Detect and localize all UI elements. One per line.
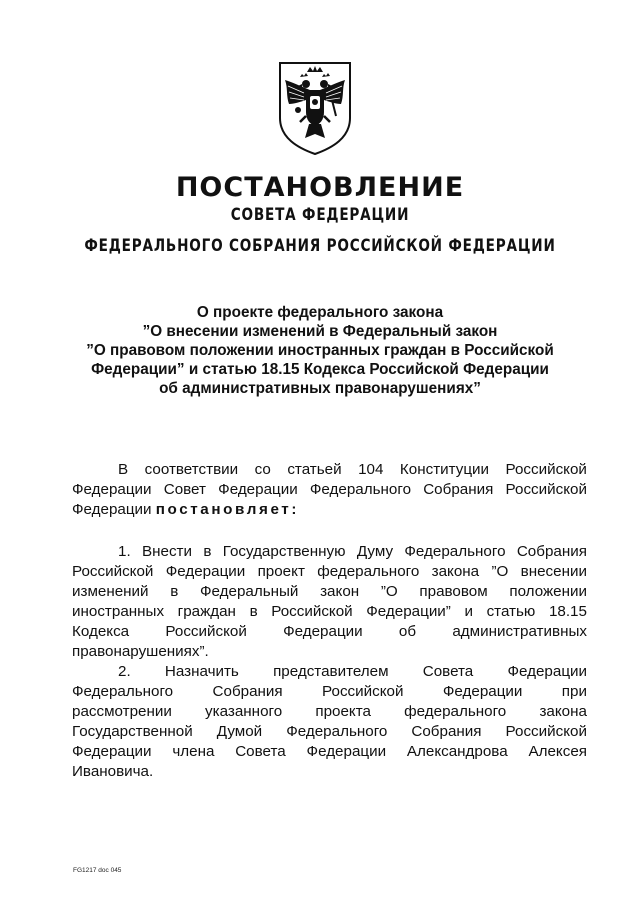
- item-1-paragraph: [72, 542, 587, 662]
- text-word: Собрания: [516, 543, 587, 560]
- document-title: ПОСТАНОВЛЕНИЕ: [175, 172, 465, 203]
- text-word: Федерации”: [366, 603, 451, 620]
- text-word: Совета: [235, 743, 286, 760]
- text-word: Российской: [165, 623, 247, 640]
- text-word: 1.: [118, 543, 131, 560]
- text-word: Государственной: [72, 723, 193, 740]
- text-word: Российской: [505, 461, 587, 478]
- text-word: Думой: [216, 723, 263, 740]
- text-line: правонарушениях”.: [72, 643, 209, 660]
- text-word: Федерального: [404, 543, 506, 560]
- text-word: административных: [452, 623, 587, 640]
- text-word: в: [170, 583, 179, 600]
- text-word: Федерации: [218, 481, 298, 498]
- text-word: Федерального: [309, 481, 412, 498]
- text-word: Собрания: [423, 481, 494, 498]
- text-word: Думу: [356, 543, 394, 560]
- text-word: Собрания: [411, 723, 482, 740]
- text-word: Александрова: [406, 743, 508, 760]
- text-word: ”О: [380, 583, 398, 600]
- text-word: иностранных: [72, 603, 165, 620]
- subject-line: Федерации” и статью 18.15 Кодекса Российской Федерации: [91, 361, 549, 378]
- text-word: 104: [358, 461, 384, 478]
- resolves-word: постановляет:: [155, 501, 299, 518]
- text-line: [72, 460, 587, 480]
- text-word: Федерального: [286, 723, 388, 740]
- text-word: Федерации: [442, 683, 523, 700]
- text-line: [72, 542, 587, 562]
- text-word: рассмотрении: [72, 703, 172, 720]
- text-word: Федерации: [165, 563, 246, 580]
- document-body: [72, 460, 587, 782]
- text-word: в: [203, 543, 212, 560]
- text-word: Собрания: [212, 683, 283, 700]
- preamble-paragraph: [72, 460, 587, 520]
- text-word: проекта: [315, 703, 371, 720]
- text-word: в: [249, 603, 258, 620]
- text-word: Федеральный: [199, 583, 299, 600]
- text-word: внесении: [520, 563, 587, 580]
- subject-line: О проекте федерального закона: [196, 304, 444, 321]
- document-code: FG1217 doc 045: [73, 867, 122, 874]
- text-word: Федерации: [507, 663, 587, 680]
- text-word: Российской: [271, 603, 353, 620]
- text-word: соответствии: [144, 461, 239, 478]
- text-word: Российской: [505, 481, 587, 498]
- text-line: [72, 662, 587, 682]
- text-word: Федерации: [306, 743, 387, 760]
- text-line: [72, 682, 587, 702]
- text-word: со: [254, 461, 271, 478]
- text-word: статью: [486, 603, 536, 620]
- text-word: Федерации: [72, 743, 152, 760]
- text-line: [72, 582, 587, 602]
- text-word: и: [464, 603, 473, 620]
- text-word: изменений: [72, 583, 149, 600]
- text-line: [72, 562, 587, 582]
- text-word: Федерального: [72, 683, 174, 700]
- document-subtitle-assembly: ФЕДЕРАЛЬНОГО СОБРАНИЯ РОССИЙСКОЙ ФЕДЕРАЦИИ: [84, 236, 556, 256]
- text-word: 2.: [118, 663, 131, 680]
- document-subject: [60, 303, 580, 398]
- text-word: Федерации: [72, 481, 152, 498]
- text-word: проект: [257, 563, 305, 580]
- text-word: Кодекса: [72, 623, 130, 640]
- text-word: закона: [431, 563, 480, 580]
- text-word: об: [398, 623, 417, 640]
- text-word: положении: [509, 583, 587, 600]
- text-word: правовом: [419, 583, 488, 600]
- text-word: при: [561, 683, 587, 700]
- text-word: В: [118, 461, 129, 478]
- text-word: Федерации: [72, 501, 152, 518]
- text-line: [72, 500, 587, 520]
- text-line: [72, 622, 587, 642]
- text-word: Российской: [505, 723, 587, 740]
- text-line: [72, 602, 587, 622]
- text-word: Федерации: [283, 623, 363, 640]
- text-word: Назначить: [164, 663, 239, 680]
- document-subtitle-council: СОВЕТА ФЕДЕРАЦИИ: [230, 205, 410, 225]
- text-word: Конституции: [399, 461, 490, 478]
- text-word: закона: [539, 703, 587, 720]
- text-word: Совет: [163, 481, 206, 498]
- text-line: [72, 702, 587, 722]
- text-word: граждан: [177, 603, 236, 620]
- text-word: члена: [172, 743, 215, 760]
- text-line: [72, 742, 587, 762]
- text-word: Внести: [142, 543, 192, 560]
- item-2-paragraph: [72, 662, 587, 782]
- text-word: ”О: [491, 563, 509, 580]
- text-word: Алексея: [528, 743, 587, 760]
- text-line: [72, 722, 587, 742]
- text-word: федерального: [317, 563, 420, 580]
- text-word: Совета: [422, 663, 474, 680]
- text-word: 18.15: [548, 603, 587, 620]
- text-word: указанного: [205, 703, 283, 720]
- subject-line: об административных правонарушениях”: [159, 380, 481, 397]
- text-word: закон: [320, 583, 360, 600]
- text-line: Ивановича.: [72, 763, 154, 780]
- text-word: Российской: [72, 563, 154, 580]
- text-word: представителем: [273, 663, 389, 680]
- subject-line: ”О правовом положении иностранных граждан в Российской: [86, 342, 554, 359]
- text-word: федерального: [404, 703, 507, 720]
- text-word: Государственную: [222, 543, 346, 560]
- text-word: Российской: [322, 683, 404, 700]
- text-line: [72, 480, 587, 500]
- subject-line: ”О внесении изменений в Федеральный закон: [142, 323, 498, 340]
- text-word: статьей: [287, 461, 342, 478]
- coat-of-arms-icon: [276, 60, 354, 156]
